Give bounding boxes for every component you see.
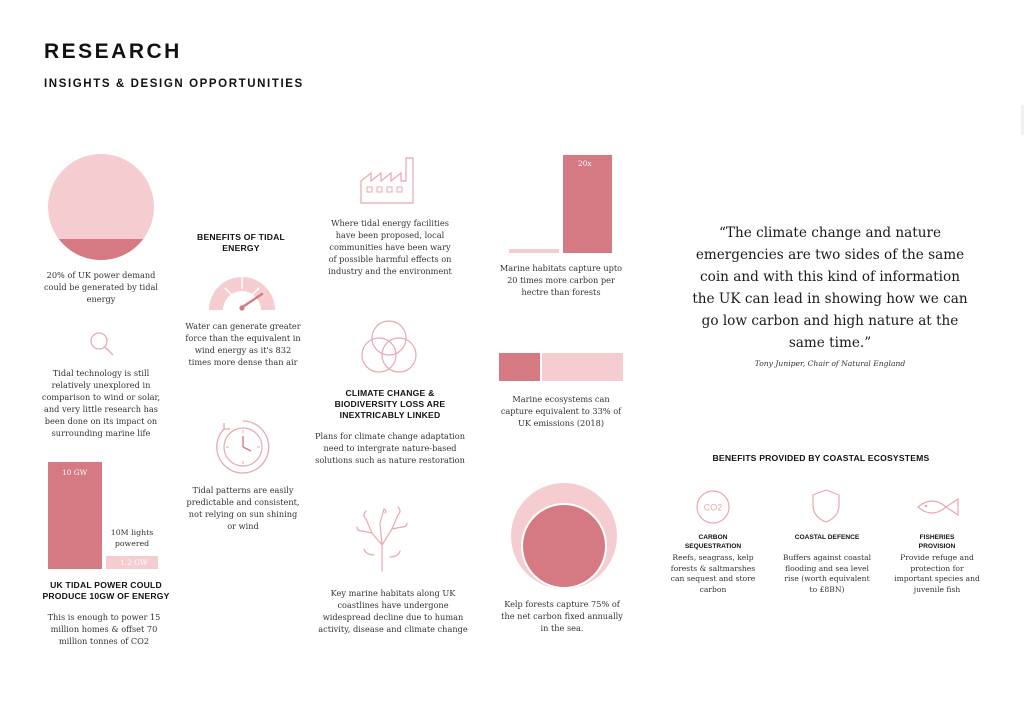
page-title: RESEARCH — [44, 40, 182, 63]
bar-10gw-label: 10 GW — [62, 468, 88, 477]
marine-carbon-bar — [563, 155, 612, 253]
coastal-heading: BENEFITS PROVIDED BY COASTAL ECOSYSTEMS — [712, 453, 930, 463]
facilities-caption: Where tidal energy facilities have been proposed, local communities have been wary of possible harmful effects on industry and the environment — [328, 218, 452, 276]
emissions-bar-fill — [499, 353, 540, 381]
magnifier-icon — [88, 330, 116, 358]
factory-icon — [358, 155, 418, 205]
bar-10gw — [48, 462, 102, 569]
co2-icon-text: CO2 — [703, 502, 723, 513]
coastal-item-title-1: COASTAL DEFENCE — [794, 534, 860, 541]
bar-1-2gw-label: 1.2 GW — [120, 558, 148, 567]
emissions-caption: Marine ecosystems can capture equivalent to 33% of UK emissions (2018) — [500, 394, 622, 428]
coastal-item-caption-2: Provide refuge and protection for important species and juvenile fish — [894, 553, 980, 594]
benefits-tidal-heading: BENEFITS OF TIDAL ENERGY — [197, 232, 285, 253]
kelp-circles — [509, 482, 619, 590]
benefits-tidal-caption: Water can generate greater force than the equivalent in wind energy as it's 832 times more dense than air — [185, 321, 301, 367]
fish-icon — [914, 494, 962, 520]
carbon-20x-caption: Marine habitats capture upto 20 times more carbon per hectre than forests — [499, 263, 623, 297]
climate-caption: Plans for climate change adaptation need to intergrate nature-based solutions such as nature restoration — [315, 431, 465, 465]
gauge-icon — [205, 272, 279, 312]
forest-carbon-bar — [509, 249, 559, 253]
page-subtitle: INSIGHTS & DESIGN OPPORTUNITIES — [44, 78, 304, 90]
coastal-item-title-0: CARBON SEQUESTRATION — [684, 534, 742, 550]
coastal-item-caption-0: Reefs, seagrass, kelp forests & saltmarshes can sequest and store carbon — [670, 553, 756, 594]
tidal-tech-caption: Tidal technology is still relatively unexplored in comparison to wind or solar, and very little research has been done on its impact on surrounding marine life — [41, 368, 161, 438]
lights-label: 10M lights powered — [110, 528, 154, 548]
habitats-decline-caption: Key marine habitats along UK coastlines have undergone widespread decline due to human activity, disease and climate change — [318, 588, 468, 634]
coastal-item-title-2: FISHERIES PROVISION — [918, 534, 956, 550]
tidal-power-caption: This is enough to power 15 million homes & offset 70 million tonnes of CO2 — [47, 612, 161, 646]
tidal-power-heading: UK TIDAL POWER COULD PRODUCE 10GW OF ENERGY — [42, 580, 170, 601]
marine-carbon-bar-label: 20x — [578, 159, 592, 168]
power-demand-caption: 20% of UK power demand could be generated by tidal energy — [43, 270, 159, 304]
emissions-bar — [499, 353, 623, 381]
clock-icon — [214, 418, 272, 476]
shield-icon — [810, 487, 842, 525]
power-demand-circle — [47, 153, 155, 261]
tidal-patterns-caption: Tidal patterns are easily predictable and consistent, not relying on sun shining or wind — [186, 485, 300, 531]
coastal-item-caption-1: Buffers against coastal flooding and sea level rise (worth equivalent to £8BN) — [782, 553, 872, 594]
venn-icon — [358, 318, 420, 376]
bar-1-2gw — [106, 556, 158, 569]
quote-attribution: Tony Juniper, Chair of Natural England — [754, 359, 906, 368]
quote-text: “The climate change and nature emergencies are two sides of the same coin and with this kind of information the UK can lead in showing how we can go low carbon and high nature at the same time.” — [692, 225, 968, 351]
co2-icon — [694, 488, 732, 526]
coral-icon — [354, 505, 410, 573]
climate-heading: CLIMATE CHANGE & BIODIVERSITY LOSS ARE INEXTRICABLY LINKED — [334, 388, 446, 420]
emissions-bar-divider — [540, 353, 542, 381]
kelp-caption: Kelp forests capture 75% of the net carbon fixed annually in the sea. — [501, 599, 623, 633]
